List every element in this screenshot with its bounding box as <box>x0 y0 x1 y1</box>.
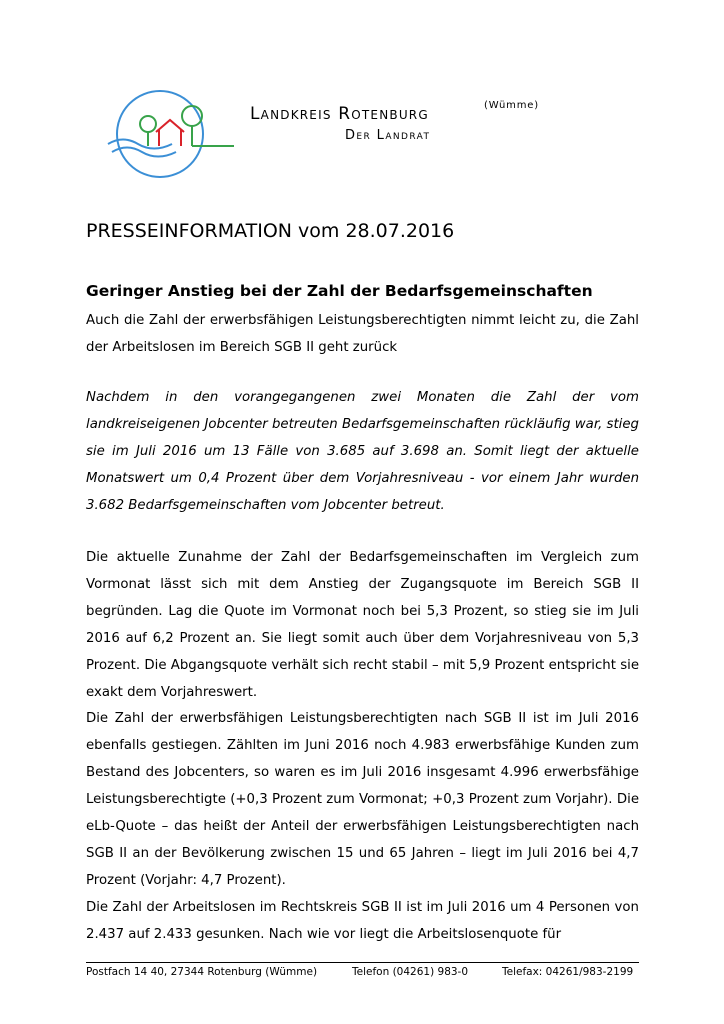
lead-paragraph: Nachdem in den vorangegangenen zwei Monaten die Zahl der vom landkreiseigenen Jobcenter betreuten Bedarfsgemeinschaften rückläufig war, stieg sie im Juli 2016 um 13 Fälle von 3.685 auf 3.698 an. Somit liegt der aktuelle Monatswert um 0,4 Prozent über dem Vorjahresniveau - vor einem Jahr wurden 3.682 Bedarfsgemeinschaften vom Jobcenter betreut. <box>86 390 639 513</box>
footer-fax: Telefax: 04261/983-2199 <box>502 966 634 978</box>
body-text <box>86 545 639 949</box>
org-name: Landkreis Rotenburg <box>250 104 429 124</box>
body-paragraph: Die Zahl der Arbeitslosen im Rechtskreis SGB II ist im Juli 2016 um 4 Personen von 2.437 auf 2.433 gesunken. Nach wie vor liegt die Arbeitslosenquote für <box>86 899 639 942</box>
subheadline: Auch die Zahl der erwerbsfähigen Leistungsberechtigten nimmt leicht zu, die Zahl der Arbeitslosen im Bereich SGB II geht zurück <box>86 313 639 355</box>
footer-address: Postfach 14 40, 27344 Rotenburg (Wümme) <box>86 966 318 978</box>
landkreis-logo-icon <box>104 86 238 182</box>
footer-divider <box>86 962 639 963</box>
org-subtitle: Der Landrat <box>345 128 431 143</box>
body-paragraph: Die Zahl der erwerbsfähigen Leistungsberechtigten nach SGB II ist im Juli 2016 ebenfalls gestiegen. Zählten im Juni 2016 noch 4.983 erwerbsfähige Kunden zum Bestand des Jobcenters, so waren es im Juli 2016 insgesamt 4.996 erwerbsfähige Leistungsberechtigte (+0,3 Prozent zum Vormonat; +0,3 Prozent zum Vorjahr). Die eLb-Quote – das heißt der Anteil der erwerbsfähigen Leistungsberechtigten nach SGB II an der Bevölkerung zwischen 15 und 65 Jahren – liegt im Juli 2016 bei 4,7 Prozent (Vorjahr: 4,7 Prozent). <box>86 711 639 888</box>
footer-phone: Telefon (04261) 983-0 <box>352 966 469 978</box>
org-suffix: (Wümme) <box>484 100 539 111</box>
headline: Geringer Anstieg bei der Zahl der Bedarfsgemeinschaften <box>86 282 593 300</box>
press-title: PRESSEINFORMATION vom 28.07.2016 <box>86 220 455 242</box>
body-paragraph: Die aktuelle Zunahme der Zahl der Bedarfsgemeinschaften im Vergleich zum Vormonat lässt sich mit dem Anstieg der Zugangsquote im Bereich SGB II begründen. Lag die Quote im Vormonat noch bei 5,3 Prozent, so stieg sie im Juli 2016 auf 6,2 Prozent an. Sie liegt somit auch über dem Vorjahresniveau von 5,3 Prozent. Die Abgangsquote verhält sich recht stabil – mit 5,9 Prozent entspricht sie exakt dem Vorjahreswert. <box>86 550 639 700</box>
